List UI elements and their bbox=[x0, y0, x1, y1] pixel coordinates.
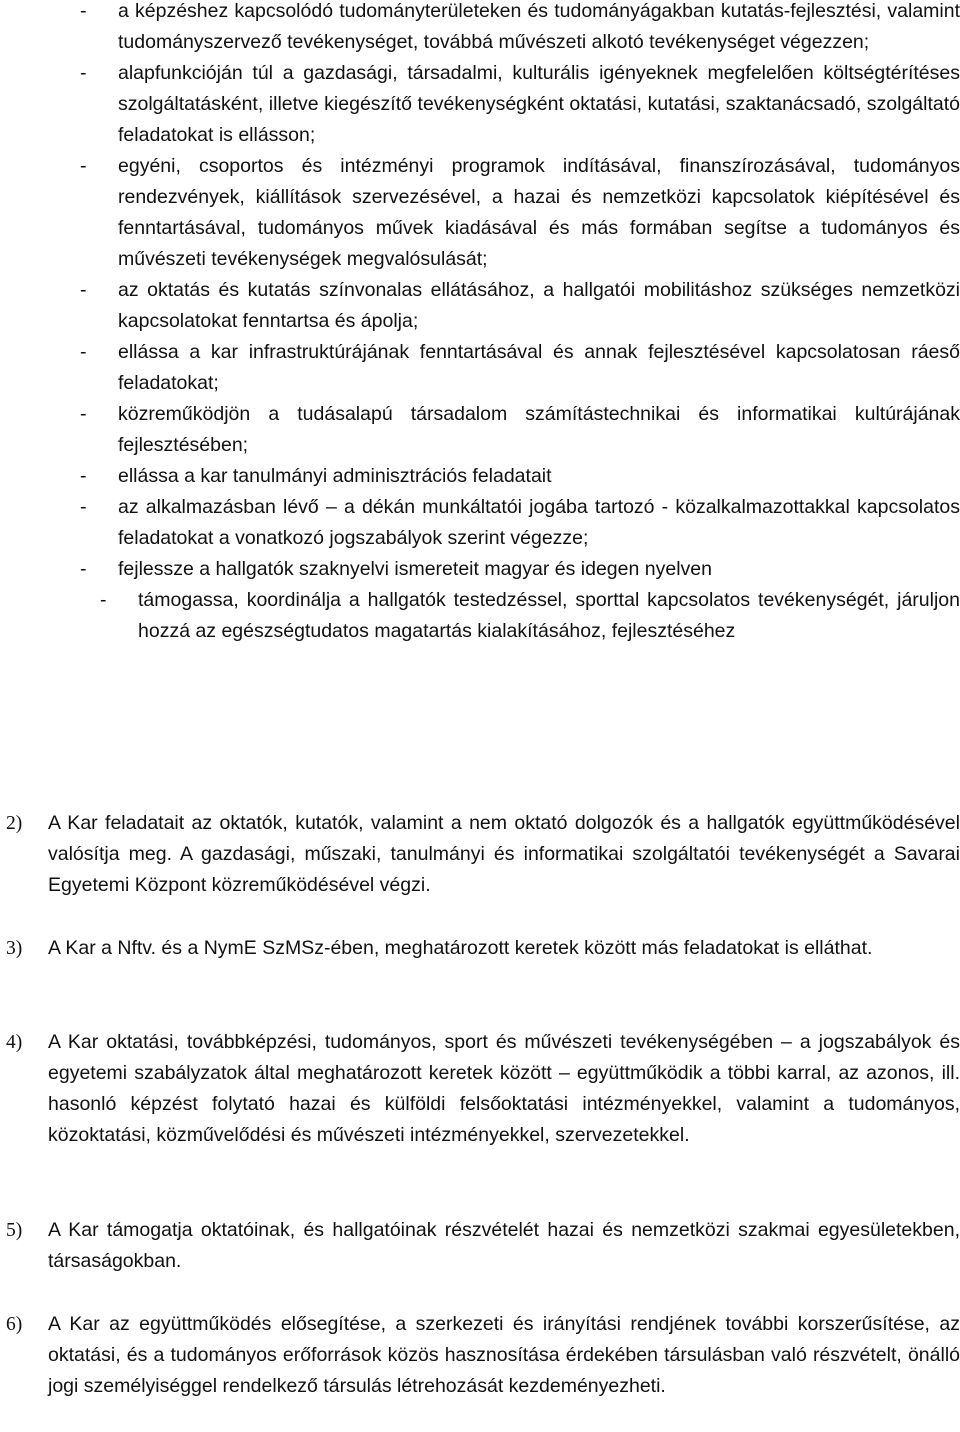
paragraph-number: 6) bbox=[6, 1314, 23, 1335]
paragraph-number: 5) bbox=[6, 1220, 23, 1241]
bullet-dash: - bbox=[80, 341, 87, 363]
list-item bbox=[80, 492, 960, 554]
list-item bbox=[80, 275, 960, 337]
bullet-text: az oktatás és kutatás színvonalas ellátásához, a hallgatói mobilitáshoz szükséges nemzetközi kapcsolatokat fenntartsa és ápolja; bbox=[118, 279, 960, 332]
bullet-dash: - bbox=[80, 403, 87, 425]
list-item bbox=[80, 585, 960, 647]
bullet-text: egyéni, csoportos és intézményi programok indításával, finanszírozásával, tudományos rendezvények, kiállítások szervezésével, a hazai és nemzetközi kapcsolatok kiépítésével és fenntartásával, tudományos művek kiadásával és más formában segítse a tudományos és művészeti tevékenységek megvalósulását; bbox=[118, 155, 960, 270]
list-item bbox=[80, 461, 960, 492]
bullet-text: alapfunkcióján túl a gazdasági, társadalmi, kulturális igényeknek megfelelően költségtérítéses szolgáltatásként, illetve kiegészítő tevékenységként oktatási, kutatási, szaktanácsadó, szolgáltató feladatokat is ellásson; bbox=[118, 62, 960, 146]
paragraph-text: A Kar támogatja oktatóinak, és hallgatóinak részvételét hazai és nemzetközi szakmai egyesületekben, társaságokban. bbox=[48, 1219, 960, 1272]
paragraph-number: 4) bbox=[6, 1032, 23, 1053]
list-item bbox=[80, 151, 960, 275]
list-item bbox=[80, 554, 960, 585]
bullet-dash: - bbox=[80, 62, 87, 84]
numbered-paragraph-6 bbox=[0, 1309, 960, 1402]
paragraph-number: 2) bbox=[6, 813, 23, 834]
bullet-text: közreműködjön a tudásalapú társadalom számítástechnikai és informatikai kultúrájának fejlesztésében; bbox=[118, 403, 960, 456]
paragraph-text: A Kar a Nftv. és a NymE SzMSz-ében, meghatározott keretek között más feladatokat is elláthat. bbox=[48, 937, 873, 959]
list-item bbox=[80, 337, 960, 399]
numbered-paragraph-3 bbox=[0, 933, 960, 964]
bullet-dash: - bbox=[80, 496, 87, 518]
bullet-dash: - bbox=[100, 589, 107, 611]
bullet-dash: - bbox=[80, 465, 87, 487]
paragraph-text: A Kar az együttműködés elősegítése, a szerkezeti és irányítási rendjének további korszerűsítése, az oktatási, és a tudományos erőforrások közös hasznosítása érdekében társulásban való részvételt, önálló jogi személyiséggel rendelkező társulás létrehozását kezdeményezheti. bbox=[48, 1313, 960, 1397]
list-item bbox=[80, 58, 960, 151]
bullet-text: fejlessze a hallgatók szaknyelvi ismereteit magyar és idegen nyelven bbox=[118, 558, 712, 580]
bullet-dash: - bbox=[80, 155, 87, 177]
paragraph-text: A Kar feladatait az oktatók, kutatók, valamint a nem oktató dolgozók és a hallgatók együttműködésével valósítja meg. A gazdasági, műszaki, tanulmányi és informatikai szolgáltatói tevékenységét a Savarai Egyetemi Központ közreműködésével végzi. bbox=[48, 812, 960, 896]
list-item bbox=[80, 399, 960, 461]
numbered-paragraph-5 bbox=[0, 1215, 960, 1277]
numbered-paragraph-2 bbox=[0, 808, 960, 901]
bullet-text: a képzéshez kapcsolódó tudományterületeken és tudományágakban kutatás-fejlesztési, valamint tudományszervező tevékenységet, továbbá művészeti alkotó tevékenységet végezzen; bbox=[118, 0, 960, 53]
bullet-dash: - bbox=[80, 279, 87, 301]
paragraph-text: A Kar oktatási, továbbképzési, tudományos, sport és művészeti tevékenységében – a jogszabályok és egyetemi szabályzatok által meghatározott keretek között – együttműködik a többi karral, az azonos, ill. hasonló képzést folytató hazai és külföldi felsőoktatási intézményekkel, valamint a tudományos, közoktatási, közművelődési és művészeti intézményekkel, szervezetekkel. bbox=[48, 1031, 960, 1146]
bullet-dash: - bbox=[80, 0, 87, 22]
bullet-dash: - bbox=[80, 558, 87, 580]
bullet-text: ellássa a kar tanulmányi adminisztrációs feladatait bbox=[118, 465, 552, 487]
paragraph-number: 3) bbox=[6, 938, 23, 959]
bullet-text: az alkalmazásban lévő – a dékán munkáltatói jogába tartozó - közalkalmazottakkal kapcsolatos feladatokat a vonatkozó jogszabályok szerint végezze; bbox=[118, 496, 960, 549]
task-bullet-list bbox=[80, 0, 960, 647]
bullet-text: támogassa, koordinálja a hallgatók testedzéssel, sporttal kapcsolatos tevékenységét, járuljon hozzá az egészségtudatos magatartás kialakításához, fejlesztéséhez bbox=[138, 589, 960, 642]
numbered-paragraph-4 bbox=[0, 1027, 960, 1151]
bullet-text: ellássa a kar infrastruktúrájának fenntartásával és annak fejlesztésével kapcsolatosan ráeső feladatokat; bbox=[118, 341, 960, 394]
list-item bbox=[80, 0, 960, 58]
